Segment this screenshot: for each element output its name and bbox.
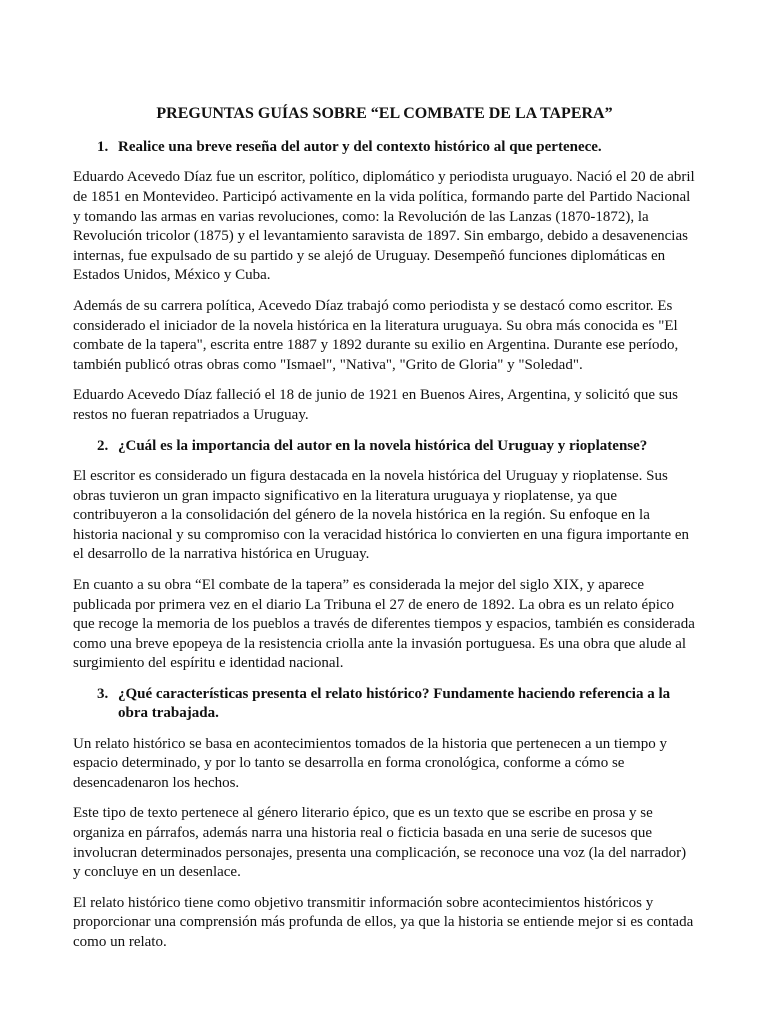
question-2: [73, 437, 696, 456]
question-text: ¿Cuál es la importancia del autor en la novela histórica del Uruguay y rioplatense?: [118, 437, 648, 454]
answer-paragraph: Eduardo Acevedo Díaz falleció el 18 de junio de 1921 en Buenos Aires, Argentina, y solicitó que sus restos no fueran repatriados a Uruguay.: [73, 387, 679, 423]
answer-paragraph: Eduardo Acevedo Díaz fue un escritor, político, diplomático y periodista uruguayo. Nació el 20 de abril de 1851 en Montevideo. Participó activamente en la vida política, formando parte del Partido Nacional y tomando las armas en varias revoluciones, como: la Revolución de las Lanzas (1870-1872), la Revolución tricolor (1875) y el levantamiento saravista de 1897. Sin embargo, debido a desavenencias internas, fue expulsado de su partido y se alejó de Uruguay. Desempeñó funciones diplomáticas en Estados Unidos, México y Cuba.: [73, 169, 695, 284]
question-3: [73, 685, 696, 724]
question-1: [73, 138, 696, 157]
answer-paragraph: El relato histórico tiene como objetivo transmitir información sobre acontecimientos históricos y proporcionar una comprensión más profunda de ellos, ya que la historia se entiende mejor si es contada como un relato.: [73, 894, 694, 951]
answer-paragraph: El escritor es considerado un figura destacada en la novela histórica del Uruguay y rioplatense. Sus obras tuvieron un gran impacto significativo en la literatura uruguaya y rioplatense, ya que contribuyeron a la consolidación del género de la novela histórica en la región. Su enfoque en la historia nacional y su compromiso con la veracidad histórica lo convierten en una figura importante en el desarrollo de la narrativa histórica en Uruguay.: [73, 467, 690, 563]
question-number: 1.: [97, 139, 109, 155]
document-title: PREGUNTAS GUÍAS SOBRE “EL COMBATE DE LA TAPERA”: [156, 105, 613, 122]
question-text: Realice una breve reseña del autor y del contexto histórico al que pertenece.: [118, 139, 602, 155]
question-number: 3.: [97, 685, 109, 702]
question-text: ¿Qué características presenta el relato histórico? Fundamente haciendo referencia a la obra trabajada.: [118, 685, 671, 722]
answer-paragraph: Un relato histórico se basa en acontecimientos tomados de la historia que pertenecen a un tiempo y espacio determinado, y por lo tanto se desarrolla en forma cronológica, conforme a cómo se desencadenaron los hechos.: [73, 735, 667, 791]
answer-paragraph: Este tipo de texto pertenece al género literario épico, que es un texto que se escribe en prosa y se organiza en párrafos, además narra una historia real o ficticia basada en una serie de sucesos que involucran determinados personajes, presenta una complicación, se reconoce una voz (la del narrador) y concluye en un desenlace.: [73, 805, 687, 881]
answer-paragraph: En cuanto a su obra “El combate de la tapera” es considerada la mejor del siglo XIX, y aparece publicada por primera vez en el diario La Tribuna el 27 de enero de 1892. La obra es un relato épico que recoge la memoria de los pueblos a través de diferentes tiempos y espacios, también es considerada como una breve epopeya de la resistencia criolla ante la invasión portuguesa. Es una obra que alude al surgimiento del espíritu e identidad nacional.: [73, 576, 695, 672]
answer-paragraph: Además de su carrera política, Acevedo Díaz trabajó como periodista y se destacó como escritor. Es considerado el iniciador de la novela histórica en la literatura uruguaya. Su obra más conocida es "El combate de la tapera", escrita entre 1887 y 1892 durante su exilio en Argentina. Durante ese período, también publicó otras obras como "Ismael", "Nativa", "Grito de Gloria" y "Soledad".: [73, 297, 679, 373]
question-number: 2.: [97, 437, 109, 454]
